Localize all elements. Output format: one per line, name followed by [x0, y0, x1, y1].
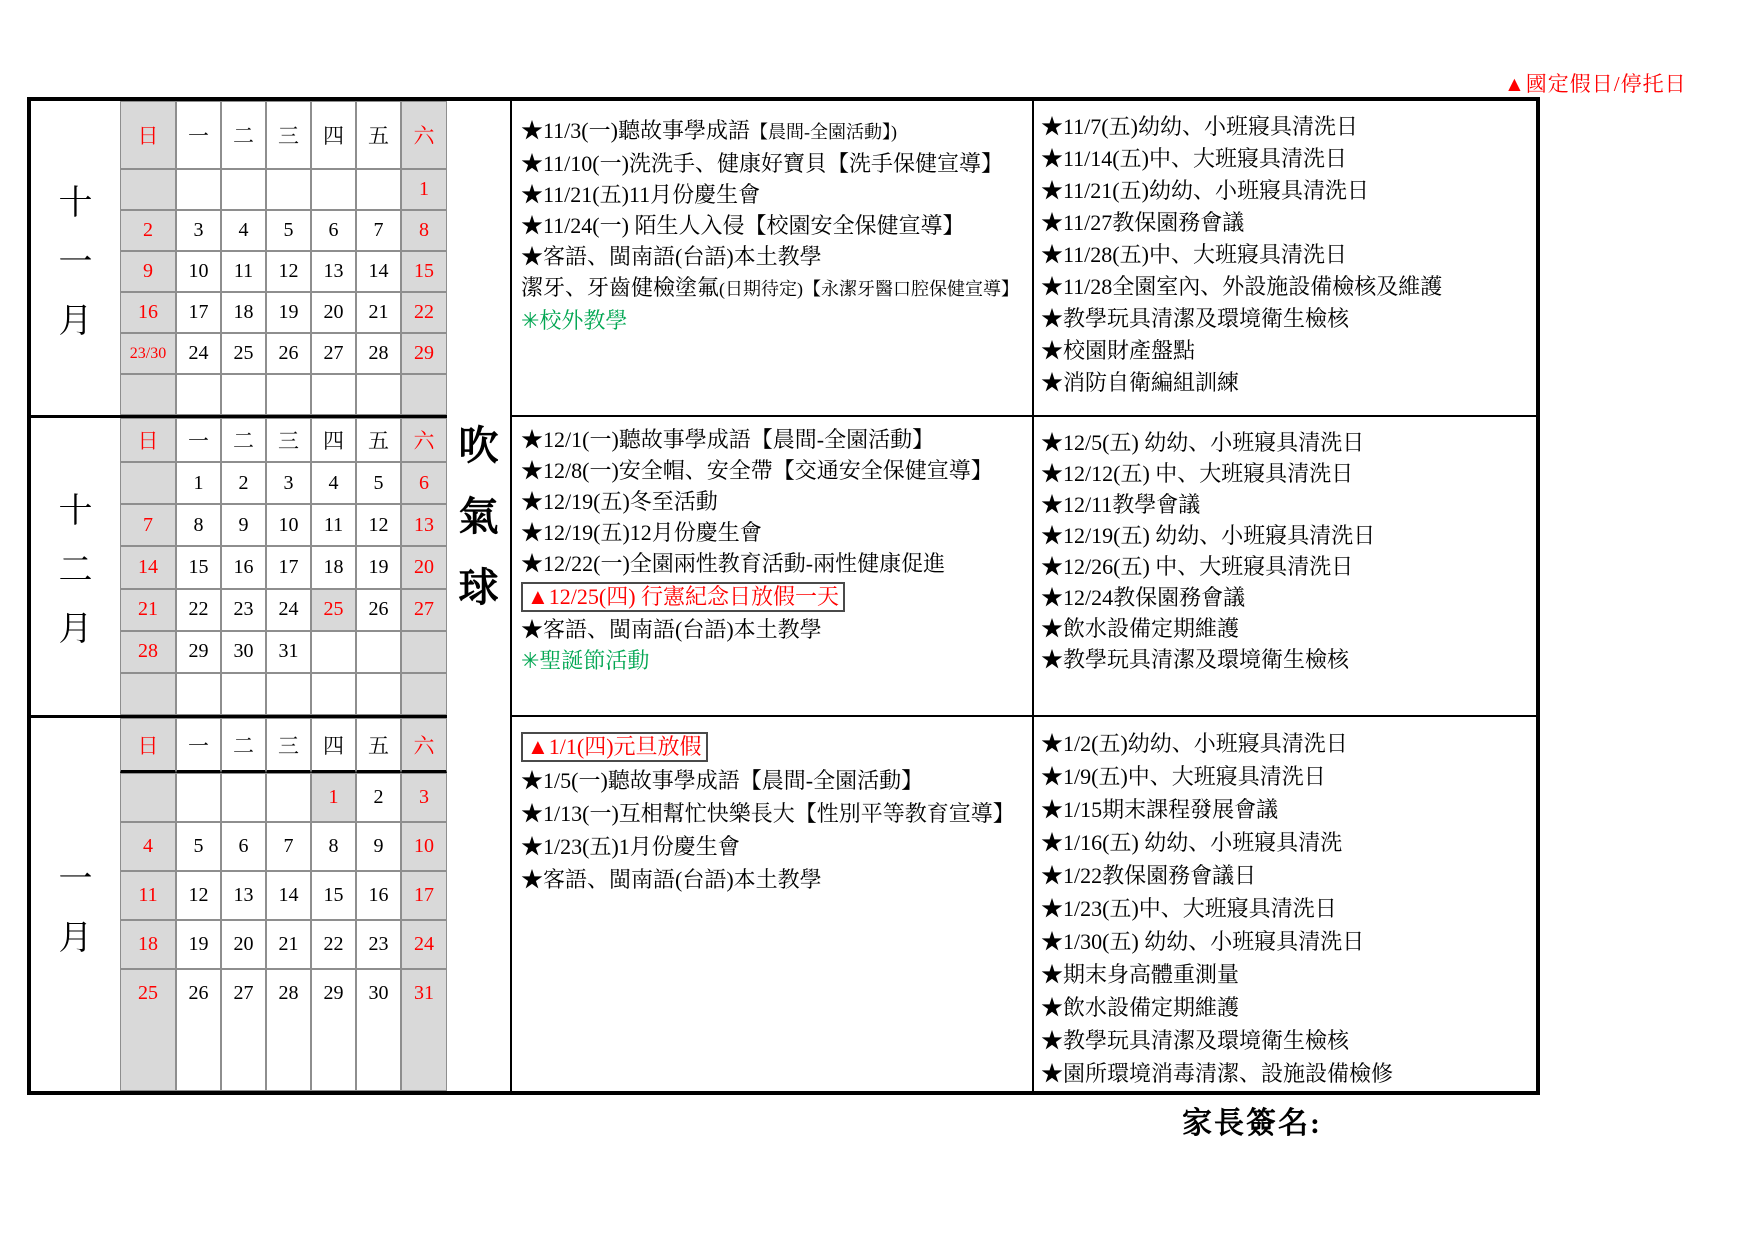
- weekday-header-cell: 六: [401, 418, 447, 462]
- day-cell: 23: [221, 589, 266, 631]
- day-cell: 12: [266, 251, 311, 292]
- day-cell: 10: [176, 251, 221, 292]
- day-cell: 24: [401, 920, 447, 969]
- activity-text: ▲1/1(四)元旦放假: [527, 734, 702, 759]
- day-cell: 28: [356, 333, 401, 374]
- weekday-header-cell: 二: [221, 101, 266, 169]
- month-label-november: [31, 101, 120, 415]
- activity-text: ★12/8(一)安全帽、安全帶【交通安全保健宣導】: [521, 458, 993, 483]
- activity-item: [521, 148, 1032, 179]
- day-cell: [311, 374, 356, 415]
- day-cell: 1: [311, 773, 356, 822]
- day-cell: 20: [401, 546, 447, 588]
- activity-text: ★1/5(一)聽故事學成語【晨間-全園活動】: [521, 768, 924, 793]
- day-cell: [221, 773, 266, 822]
- activity-item: [521, 797, 1032, 830]
- weekday-header-cell: 三: [266, 418, 311, 462]
- activities-december: [512, 415, 1032, 715]
- day-cell: [120, 673, 176, 715]
- admin-item: ★1/9(五)中、大班寢具清洗日: [1041, 764, 1326, 789]
- activity-text: ★1/23(五)1月份慶生會: [521, 834, 740, 859]
- day-cell: 24: [176, 333, 221, 374]
- month-label-char: 十: [58, 493, 93, 530]
- day-cell: 10: [266, 504, 311, 546]
- day-cell: [221, 374, 266, 415]
- activity-text: ★客語、閩南語(台語)本土教學: [521, 244, 822, 269]
- admin-item: ★1/15期末課程發展會議: [1041, 797, 1279, 822]
- day-cell: 27: [221, 969, 266, 1091]
- day-cell: 19: [356, 546, 401, 588]
- weekday-header-cell: 日: [120, 418, 176, 462]
- day-cell: 20: [311, 292, 356, 333]
- day-cell: 11: [221, 251, 266, 292]
- day-cell: 30: [356, 969, 401, 1091]
- day-cell: 14: [120, 546, 176, 588]
- weekday-header-cell: 三: [266, 101, 311, 169]
- activities-january: [512, 715, 1032, 1091]
- activity-item: [521, 455, 1032, 486]
- day-cell: 6: [311, 210, 356, 251]
- day-cell: 28: [120, 631, 176, 673]
- day-cell: 14: [356, 251, 401, 292]
- month-label-char: 月: [58, 302, 93, 340]
- activity-text: (日期待定): [719, 279, 804, 299]
- day-cell: 25: [221, 333, 266, 374]
- weekday-header-cell: 一: [176, 718, 221, 773]
- day-cell: 16: [356, 871, 401, 920]
- activity-item: [521, 729, 1032, 764]
- day-cell: 22: [401, 292, 447, 333]
- admin-item: ★11/28(五)中、大班寢具清洗日: [1041, 242, 1347, 267]
- day-cell: 28: [266, 969, 311, 1091]
- month-label-char: 十: [58, 184, 93, 222]
- day-cell: 8: [401, 210, 447, 251]
- admin-item: ★12/5(五) 幼幼、小班寢具清洗日: [1041, 430, 1365, 455]
- day-cell: 1: [401, 169, 447, 210]
- weekday-header-cell: 一: [176, 418, 221, 462]
- admin-item: ★11/14(五)中、大班寢具清洗日: [1041, 146, 1347, 171]
- admin-item: ★期末身高體重測量: [1041, 962, 1240, 987]
- admin-item: ★教學玩具清潔及環境衛生檢核: [1041, 1028, 1350, 1053]
- theme-char: 吹: [458, 423, 499, 468]
- day-cell: [311, 631, 356, 673]
- admin-item: ★1/23(五)中、大班寢具清洗日: [1041, 896, 1337, 921]
- day-cell: 18: [221, 292, 266, 333]
- day-cell: 13: [401, 504, 447, 546]
- day-cell: 21: [266, 920, 311, 969]
- day-cell: [401, 374, 447, 415]
- day-cell: [221, 673, 266, 715]
- activity-text: ✳聖誕節活動: [521, 648, 650, 673]
- weekday-header-cell: 五: [356, 101, 401, 169]
- day-cell: 7: [120, 504, 176, 546]
- weekday-header-cell: 日: [120, 101, 176, 169]
- activity-item: [521, 645, 1032, 676]
- admin-item: ★教學玩具清潔及環境衛生檢核: [1041, 647, 1350, 672]
- activity-text: ★12/19(五)冬至活動: [521, 489, 718, 514]
- day-cell: 10: [401, 822, 447, 871]
- day-cell: [120, 374, 176, 415]
- day-cell: 12: [176, 871, 221, 920]
- activity-item: [521, 548, 1032, 579]
- day-cell: 18: [311, 546, 356, 588]
- day-cell: [176, 773, 221, 822]
- weekday-header-cell: 五: [356, 718, 401, 773]
- month-label-char: 月: [58, 611, 93, 648]
- admin-items-december: [1032, 415, 1536, 715]
- day-cell: 27: [401, 589, 447, 631]
- holiday-legend: ▲國定假日/停托日: [1504, 72, 1687, 96]
- day-cell: [401, 673, 447, 715]
- day-cell: 9: [356, 822, 401, 871]
- day-cell: 2: [120, 210, 176, 251]
- parent-signature-label: 家長簽名:: [1182, 1107, 1322, 1140]
- day-cell: 25: [311, 589, 356, 631]
- theme-label: [447, 101, 512, 1091]
- day-cell: 4: [120, 822, 176, 871]
- day-cell: [120, 169, 176, 210]
- month-label-char: 二: [58, 552, 93, 589]
- day-cell: 8: [176, 504, 221, 546]
- weekday-header-cell: 五: [356, 418, 401, 462]
- activity-text: ★客語、閩南語(台語)本土教學: [521, 617, 822, 642]
- day-cell: 6: [221, 822, 266, 871]
- day-cell: 17: [266, 546, 311, 588]
- holiday-notice-box: [521, 582, 845, 612]
- admin-item: ★11/27教保園務會議: [1041, 210, 1245, 235]
- day-cell: [356, 631, 401, 673]
- admin-item: ★園所環境消毒清潔、設施設備檢修: [1041, 1061, 1394, 1086]
- day-cell: 21: [120, 589, 176, 631]
- activity-text: ★11/3(一)聽故事學成語: [521, 118, 750, 143]
- day-cell: 5: [356, 462, 401, 504]
- day-cell: 29: [311, 969, 356, 1091]
- day-cell: 2: [356, 773, 401, 822]
- day-cell: [266, 773, 311, 822]
- day-cell: 19: [266, 292, 311, 333]
- admin-item: ★12/19(五) 幼幼、小班寢具清洗日: [1041, 523, 1376, 548]
- day-cell: 22: [311, 920, 356, 969]
- day-cell: [120, 773, 176, 822]
- admin-item: ★飲水設備定期維護: [1041, 995, 1240, 1020]
- activity-item: [521, 486, 1032, 517]
- activity-item: [521, 517, 1032, 548]
- weekday-header-cell: 六: [401, 101, 447, 169]
- day-cell: 17: [176, 292, 221, 333]
- activity-text: ✳校外教學: [521, 308, 628, 333]
- weekday-header-cell: 四: [311, 101, 356, 169]
- day-cell: 18: [120, 920, 176, 969]
- day-cell: 24: [266, 589, 311, 631]
- day-cell: [266, 673, 311, 715]
- admin-item: ★教學玩具清潔及環境衛生檢核: [1041, 306, 1350, 331]
- day-cell: [176, 673, 221, 715]
- day-cell: 5: [266, 210, 311, 251]
- day-cell: 26: [266, 333, 311, 374]
- month-calendar: [120, 718, 447, 1091]
- activity-item: [521, 579, 1032, 614]
- admin-item: ★12/11教學會議: [1041, 492, 1201, 517]
- day-cell: 4: [221, 210, 266, 251]
- admin-item: ★飲水設備定期維護: [1041, 616, 1240, 641]
- day-cell: 9: [221, 504, 266, 546]
- day-cell: 21: [356, 292, 401, 333]
- day-cell: 23: [356, 920, 401, 969]
- day-cell: [401, 631, 447, 673]
- theme-char: 氣: [458, 494, 499, 539]
- theme-char: 球: [458, 565, 499, 610]
- admin-item: ★12/12(五) 中、大班寢具清洗日: [1041, 461, 1354, 486]
- month-label-char: 月: [58, 919, 93, 957]
- day-cell: [356, 374, 401, 415]
- calendar-grid-december: [120, 415, 447, 715]
- calendar-table: [27, 97, 1540, 1095]
- day-cell: 26: [176, 969, 221, 1091]
- admin-item: ★1/22教保園務會議日: [1041, 863, 1257, 888]
- weekday-header-cell: 六: [401, 718, 447, 773]
- activity-item: [521, 764, 1032, 797]
- day-cell: 15: [311, 871, 356, 920]
- day-cell: 3: [401, 773, 447, 822]
- weekday-header-cell: 四: [311, 718, 356, 773]
- activity-text: ★11/10(一)洗洗手、健康好寶貝【洗手保健宣導】: [521, 151, 1003, 176]
- day-cell: 4: [311, 462, 356, 504]
- day-cell: 29: [176, 631, 221, 673]
- activity-text: ★12/1(一)聽故事學成語【晨間-全園活動】: [521, 427, 935, 452]
- month-label-december: [31, 415, 120, 715]
- activity-text: ★12/22(一)全園兩性教育活動-兩性健康促進: [521, 551, 946, 576]
- activity-text: ★1/13(一)互相幫忙快樂長大【性別平等教育宣導】: [521, 801, 1015, 826]
- day-cell: 8: [311, 822, 356, 871]
- activity-item: [521, 272, 1032, 305]
- activity-item: [521, 830, 1032, 863]
- day-cell: [311, 169, 356, 210]
- day-cell: [176, 169, 221, 210]
- admin-item: ★11/28全園室內、外設施設備檢核及維護: [1041, 274, 1443, 299]
- activity-item: [521, 424, 1032, 455]
- day-cell: 13: [221, 871, 266, 920]
- month-calendar: [120, 101, 447, 415]
- month-label-char: 一: [58, 860, 93, 898]
- activity-text: ★11/24(一) 陌生人入侵【校園安全保健宣導】: [521, 213, 965, 238]
- day-cell: 17: [401, 871, 447, 920]
- day-cell: 13: [311, 251, 356, 292]
- activity-text: ▲12/25(四) 行憲紀念日放假一天: [527, 584, 840, 609]
- activity-item: [521, 863, 1032, 896]
- activity-item: [521, 179, 1032, 210]
- day-cell: 5: [176, 822, 221, 871]
- day-cell: 22: [176, 589, 221, 631]
- day-cell: 16: [120, 292, 176, 333]
- day-cell: [176, 374, 221, 415]
- admin-item: ★12/26(五) 中、大班寢具清洗日: [1041, 554, 1354, 579]
- admin-items-january: [1032, 715, 1536, 1091]
- day-cell: [120, 462, 176, 504]
- activity-text: ★11/21(五)11月份慶生會: [521, 182, 761, 207]
- activity-text: ★12/19(五)12月份慶生會: [521, 520, 762, 545]
- weekday-header-cell: 一: [176, 101, 221, 169]
- day-cell: 27: [311, 333, 356, 374]
- day-cell: [266, 374, 311, 415]
- weekday-header-cell: 二: [221, 418, 266, 462]
- day-cell: 7: [356, 210, 401, 251]
- activity-item: [521, 614, 1032, 645]
- day-cell: [356, 169, 401, 210]
- activity-text: ★客語、閩南語(台語)本土教學: [521, 867, 822, 892]
- day-cell: 15: [176, 546, 221, 588]
- calendar-grid-november: [120, 101, 447, 415]
- day-cell: 30: [221, 631, 266, 673]
- day-cell: 12: [356, 504, 401, 546]
- day-cell: 31: [401, 969, 447, 1091]
- weekday-header-cell: 四: [311, 418, 356, 462]
- day-cell: 23/30: [120, 333, 176, 374]
- admin-item: ★11/7(五)幼幼、小班寢具清洗日: [1041, 114, 1358, 139]
- activity-text: 潔牙、牙齒健檢塗氟: [521, 275, 720, 300]
- calendar-grid-january: [120, 715, 447, 1091]
- day-cell: 11: [311, 504, 356, 546]
- day-cell: 7: [266, 822, 311, 871]
- admin-items-november: [1032, 101, 1536, 415]
- day-cell: 25: [120, 969, 176, 1091]
- day-cell: 31: [266, 631, 311, 673]
- month-calendar: [120, 418, 447, 715]
- weekday-header-cell: 三: [266, 718, 311, 773]
- activity-text: 【永潔牙醫口腔保健宣導】: [803, 279, 1020, 299]
- admin-item: ★11/21(五)幼幼、小班寢具清洗日: [1041, 178, 1369, 203]
- holiday-notice-box: [521, 732, 708, 762]
- month-label-char: 一: [58, 243, 93, 281]
- day-cell: [311, 673, 356, 715]
- day-cell: 14: [266, 871, 311, 920]
- admin-item: ★消防自衛編組訓練: [1041, 370, 1240, 395]
- day-cell: [356, 673, 401, 715]
- day-cell: [266, 169, 311, 210]
- day-cell: 19: [176, 920, 221, 969]
- activity-item: [521, 115, 1032, 148]
- admin-item: ★1/2(五)幼幼、小班寢具清洗日: [1041, 731, 1348, 756]
- activity-item: [521, 305, 1032, 336]
- activity-item: [521, 210, 1032, 241]
- weekday-header-cell: 二: [221, 718, 266, 773]
- day-cell: 26: [356, 589, 401, 631]
- day-cell: 9: [120, 251, 176, 292]
- month-label-january: [31, 715, 120, 1091]
- day-cell: 11: [120, 871, 176, 920]
- activities-november: [512, 101, 1032, 415]
- admin-item: ★校園財產盤點: [1041, 338, 1196, 363]
- activity-item: [521, 241, 1032, 272]
- day-cell: [221, 169, 266, 210]
- weekday-header-cell: 日: [120, 718, 176, 773]
- admin-item: ★1/16(五) 幼幼、小班寢具清洗: [1041, 830, 1343, 855]
- day-cell: 1: [176, 462, 221, 504]
- day-cell: 29: [401, 333, 447, 374]
- admin-item: ★12/24教保園務會議: [1041, 585, 1246, 610]
- admin-item: ★1/30(五) 幼幼、小班寢具清洗日: [1041, 929, 1365, 954]
- activity-text: 【晨間-全園活動】): [749, 122, 897, 142]
- day-cell: 3: [266, 462, 311, 504]
- day-cell: 16: [221, 546, 266, 588]
- day-cell: 15: [401, 251, 447, 292]
- day-cell: 6: [401, 462, 447, 504]
- day-cell: 20: [221, 920, 266, 969]
- day-cell: 3: [176, 210, 221, 251]
- day-cell: 2: [221, 462, 266, 504]
